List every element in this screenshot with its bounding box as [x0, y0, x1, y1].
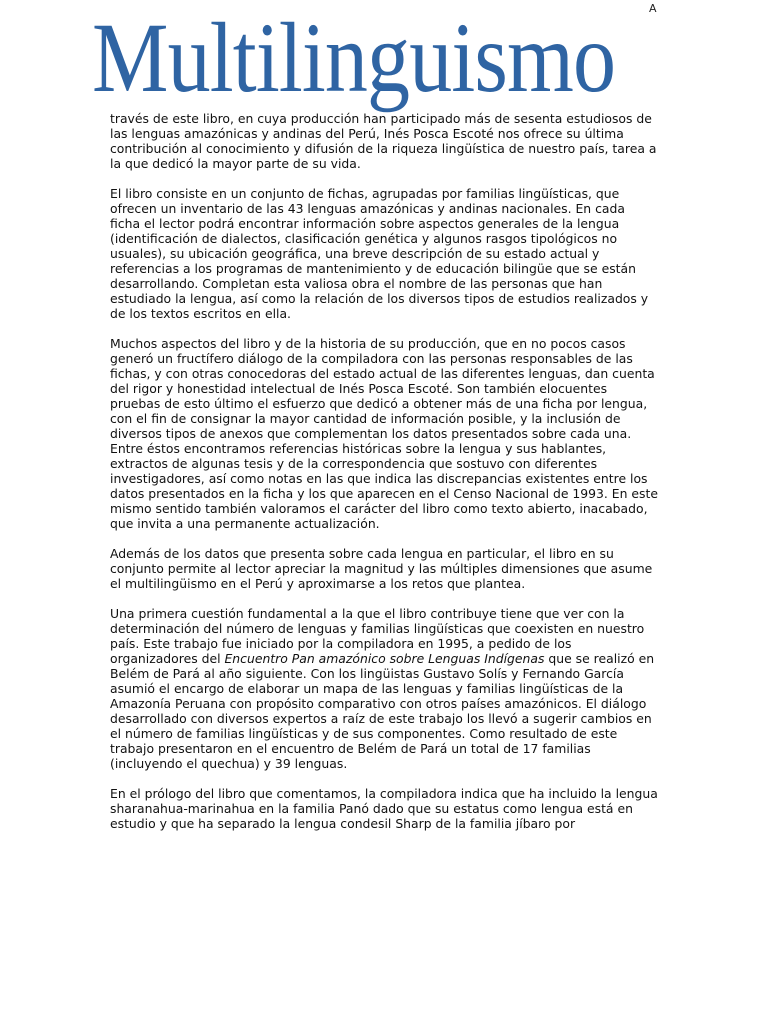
- paragraph-4: Además de los datos que presenta sobre cada lengua en particular, el libro en su conjunto permite al lector apreciar la magnitud y las múltiples dimensiones que asume el multilingüismo en el Perú y aproximarse a los retos que plantea.: [110, 546, 653, 591]
- paragraph-5: [110, 606, 658, 771]
- paragraph-2: El libro consiste en un conjunto de fichas, agrupadas por familias lingüísticas, que ofrecen un inventario de las 43 lenguas amazónicas y andinas nacionales. En cada ficha el lector podrá encontrar información sobre aspectos generales de la lengua (identificación de dialectos, clasificación genética y algunos rasgos tipológicos no usuales), su ubicación geográfica, una breve descripción de su estado actual y referencias a los programas de mantenimiento y de educación bilingüe que se están desarrollando. Completan esta valiosa obra el nombre de las personas que han estudiado la lengua, así como la relación de los diversos tipos de estudios realizados y de los textos escritos en ella.: [110, 186, 649, 321]
- paragraph-3: Muchos aspectos del libro y de la historia de su producción, que en no pocos casos generó un fructífero diálogo de la compiladora con las personas responsables de las fichas, y con otras conocedoras del estado actual de las diferentes lenguas, dan cuenta del rigor y honestidad intelectual de Inés Posca Escoté. Son también elocuentes pruebas de esto último el esfuerzo que dedicó a obtener más de una ficha por lengua, con el fin de consignar la mayor cantidad de información posible, y la inclusión de diversos tipos de anexos que complementan los datos presentados sobre cada una. Entre éstos encontramos referencias históricas sobre la lengua y sus hablantes, extractos de algunas tesis y de la correspondencia que sostuvo con diferentes investigadores, así como notas en las que indica las discrepancias existentes entre los datos presentados en la ficha y los que aparecen en el Censo Nacional de 1993. En este mismo sentido también valoramos el carácter del libro como texto abierto, inacabado, que invita a una permanente actualización.: [110, 336, 658, 531]
- document-title: Multilinguismo: [92, 2, 616, 113]
- document-body: [110, 111, 658, 846]
- paragraph-5-text-b: que se realizó en Belém de Pará al año siguiente. Con los lingüistas Gustavo Solís y Fernando García asumió el encargo de elaborar un mapa de las lenguas y familias lingüísticas de la Amazonía Peruana con propósito comparativo con otros países amazónicos. El diálogo desarrollado con diversos expertos a raíz de este trabajo los llevó a sugerir cambios en el número de familias lingüísticas y de sus componentes. Como resultado de este trabajo presentaron en el encuentro de Belém de Pará un total de 17 familias (incluyendo el quechua) y 39 lenguas.: [110, 651, 655, 771]
- paragraph-1: través de este libro, en cuya producción han participado más de sesenta estudiosos de las lenguas amazónicas y andinas del Perú, Inés Posca Escoté nos ofrece su última contribución al conocimiento y difusión de la riqueza lingüística de nuestro país, tarea a la que dedicó la mayor parte de su vida.: [110, 111, 657, 171]
- page-corner-mark: A: [649, 2, 657, 15]
- paragraph-6: En el prólogo del libro que comentamos, la compiladora indica que ha incluido la lengua sharanahua-marinahua en la familia Panó dado que su estatus como lengua está en estudio y que ha separado la lengua condesil Sharp de la familia jíbaro por: [110, 786, 658, 831]
- paragraph-5-text-a: Una primera cuestión fundamental a la que el libro contribuye tiene que ver con la determinación del número de lenguas y familias lingüísticas que coexisten en nuestro país. Este trabajo fue iniciado por la compiladora en 1995, a pedido de los organizadores del: [110, 606, 645, 666]
- event-name-italic: Encuentro Pan amazónico sobre Lenguas Indígenas: [224, 651, 545, 666]
